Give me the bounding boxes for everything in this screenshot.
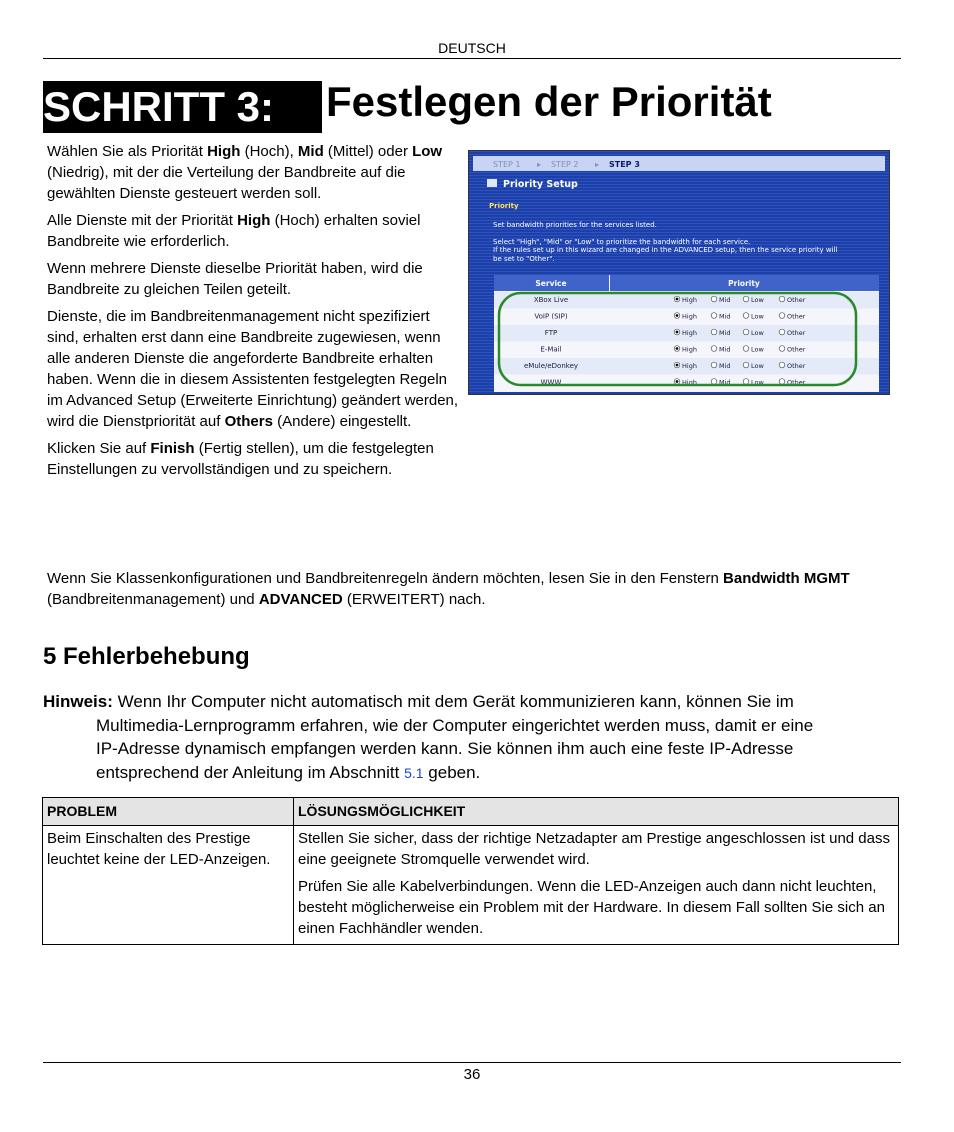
priority-radio[interactable] (743, 313, 749, 319)
priority-option-label: Other (787, 345, 806, 354)
step-3-label: STEP 3 (609, 160, 640, 169)
table-row (43, 826, 899, 945)
priority-radio[interactable] (711, 362, 717, 368)
priority-option-label: Low (751, 329, 764, 337)
priority-option-label: High (682, 312, 697, 321)
priority-option-label: High (682, 362, 697, 370)
service-name: E-Mail (540, 345, 562, 354)
priority-option-label: Other (787, 378, 806, 387)
service-row (494, 292, 879, 309)
priority-option-label: Mid (719, 345, 731, 354)
priority-radio[interactable] (711, 313, 717, 319)
desc-line-2: Select "High", "Mid" or "Low" to prioritize the bandwidth for each service. (493, 238, 751, 246)
panel-title: Priority Setup (503, 179, 578, 190)
language-label: DEUTSCH (438, 40, 506, 56)
problem-cell: Beim Einschalten des Prestige leuchtet keine der LED-Anzeigen. (43, 826, 294, 945)
priority-option-label: Mid (719, 329, 731, 337)
priority-option-label: High (682, 329, 697, 337)
priority-option-label: Mid (719, 378, 731, 387)
priority-option-label: Other (787, 296, 806, 304)
header-solution: LÖSUNGSMÖGLICHKEIT (294, 798, 899, 826)
paragraph-priority-choice: Wählen Sie als Priorität High (Hoch), Mid (Mittel) oder Low (Niedrig), mit der die Verteilung der Bandbreite auf die gewählten Dienste gesteuert werden soll. (47, 143, 443, 202)
priority-option-label: Other (787, 362, 806, 370)
priority-radio[interactable] (779, 313, 785, 319)
priority-radio[interactable] (779, 379, 785, 385)
service-name: FTP (544, 329, 558, 337)
paragraph-finish: Klicken Sie auf Finish (Fertig stellen), um die festgelegten Einstellungen zu vervollständigen und zu speichern. (47, 440, 434, 478)
paragraph-same-priority: Wenn mehrere Dienste dieselbe Priorität haben, wird die Bandbreite zu gleichen Teilen geteilt. (47, 260, 423, 298)
bottom-rule (43, 1062, 901, 1063)
priority-radio[interactable] (779, 362, 785, 368)
priority-option-label: Other (787, 329, 806, 337)
priority-option-label: Mid (719, 296, 731, 304)
priority-option-label: Low (751, 296, 764, 304)
radio-selected-dot (676, 314, 679, 317)
table-header-row (43, 798, 899, 826)
priority-option-label: Low (751, 362, 764, 370)
priority-option-label: Other (787, 312, 806, 321)
paragraph-high-priority: Alle Dienste mit der Priorität High (Hoch) erhalten soviel Bandbreite wie erforderlich. (47, 212, 421, 250)
priority-radio[interactable] (711, 379, 717, 385)
priority-radio[interactable] (743, 329, 749, 335)
priority-setup-screenshot (468, 150, 890, 395)
priority-radio[interactable] (743, 346, 749, 352)
priority-radio[interactable] (743, 296, 749, 302)
priority-option-label: High (682, 296, 697, 304)
priority-radio[interactable] (711, 296, 717, 302)
priority-option-label: High (682, 378, 697, 387)
folder-icon (487, 179, 497, 187)
service-name: XBox Live (533, 296, 569, 304)
step-1-label: STEP 1 (493, 160, 521, 169)
service-column-header: Service (535, 279, 567, 288)
priority-column-header: Priority (728, 279, 760, 288)
priority-radio[interactable] (779, 346, 785, 352)
priority-radio[interactable] (779, 329, 785, 335)
step-arrow-icon: ▸ (537, 160, 542, 169)
service-name: VoIP (SIP) (534, 312, 568, 321)
priority-option-label: Low (751, 345, 764, 354)
priority-radio[interactable] (743, 379, 749, 385)
service-name: WWW (540, 378, 562, 387)
troubleshooting-table (42, 797, 899, 945)
radio-selected-dot (676, 331, 679, 334)
step-arrow-icon: ▸ (595, 160, 600, 169)
radio-selected-dot (676, 364, 679, 367)
paragraph-unspecified-services: Dienste, die im Bandbreitenmanagement nicht spezifiziert sind, erhalten erst dann eine Bandbreite zugewiesen, wenn alle anderen Dienste die angeforderte Bandbreite erhalten haben. Wenn die in diesem Assistenten festgelegten Regeln im Advanced Setup (Erweiterte Einrichtung) geändert werden, wird die Dienstpriorität auf Others (Andere) eingestellt. (47, 308, 459, 430)
note-block: Hinweis: Wenn Ihr Computer nicht automatisch mit dem Gerät kommunizieren kann, können Sie im Multimedia-Lernprogramm erfahren, wie der Computer eingerichtet werden muss, damit er eine IP-Adresse dynamisch empfangen werden kann. Sie können ihm auch eine feste IP-Adresse entsprechend der Anleitung im Abschnitt 5.1 geben. (43, 692, 814, 782)
desc-line-3: If the rules set up in this wizard are changed in the ADVANCED setup, then the service priority will (493, 246, 838, 254)
radio-selected-dot (676, 347, 679, 350)
radio-selected-dot (676, 298, 679, 301)
left-column (47, 141, 459, 486)
desc-line-4: be set to "Other". (493, 255, 555, 263)
solution-cell: Stellen Sie sicher, dass der richtige Netzadapter am Prestige angeschlossen ist und dass eine geeignete Stromquelle verwendet wird. Prüfen Sie alle Kabelverbindungen. Wenn die LED-Anzeigen auch dann nicht leuchten, besteht möglicherweise ein Problem mit der Hardware. In diesem Fall sollten Sie sich an einen Fachhändler wenden. (294, 826, 899, 945)
service-name: eMule/eDonkey (523, 362, 579, 370)
priority-option-label: Mid (719, 312, 731, 321)
step-2-label: STEP 2 (551, 160, 579, 169)
priority-radio[interactable] (779, 296, 785, 302)
note-label: Hinweis: (43, 692, 113, 711)
service-rows (494, 292, 879, 387)
priority-option-label: Low (751, 312, 764, 321)
service-row (494, 325, 879, 342)
priority-radio[interactable] (711, 346, 717, 352)
paragraph-bandwidth-mgmt: Wenn Sie Klassenkonfigurationen und Bandbreitenregeln ändern möchten, lesen Sie in den Fenstern Bandwidth MGMT (Bandbreitenmanagement) und ADVANCED (ERWEITERT) nach. (47, 570, 850, 608)
priority-option-label: High (682, 345, 697, 354)
priority-option-label: Low (751, 378, 764, 387)
step-title: SCHRITT 3: (43, 81, 322, 133)
step-bar (473, 156, 885, 171)
priority-option-label: Mid (719, 362, 731, 370)
section-heading: 5 Fehlerbehebung (43, 643, 250, 670)
priority-radio[interactable] (711, 329, 717, 335)
header-problem: PROBLEM (43, 798, 294, 826)
section-link[interactable]: 5.1 (404, 764, 424, 781)
section-label: Priority (489, 202, 519, 210)
priority-radio[interactable] (743, 362, 749, 368)
desc-line-1: Set bandwidth priorities for the services listed. (493, 221, 657, 229)
page-number: 36 (463, 1066, 481, 1083)
radio-selected-dot (676, 380, 679, 383)
page-title: Festlegen der Priorität (326, 78, 772, 125)
top-rule (43, 58, 901, 59)
service-row (494, 358, 879, 375)
